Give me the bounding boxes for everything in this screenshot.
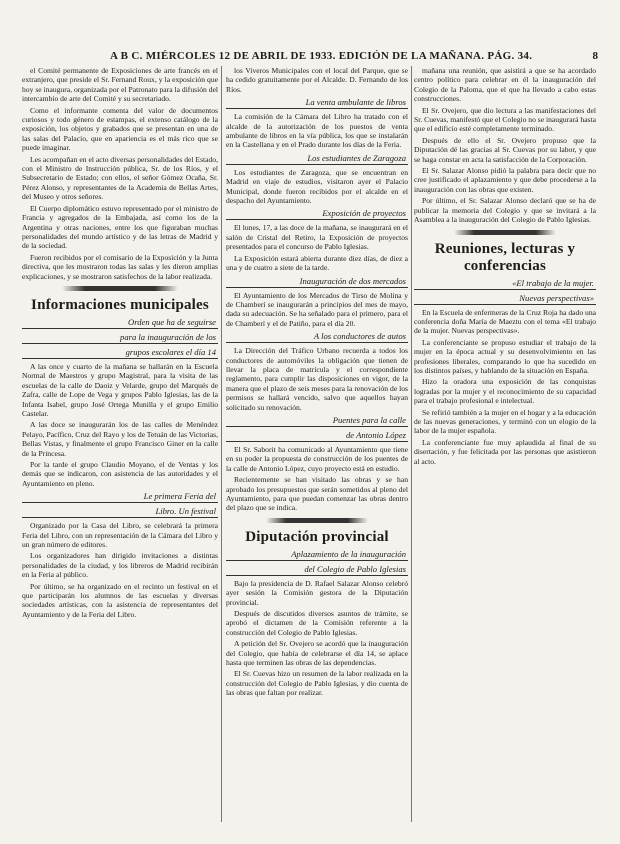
subheading: para la inauguración de los — [22, 332, 218, 344]
paragraph: A petición del Sr. Ovejero se acordó que la inauguración del Colegio, que había de celebrarse el día 14, se aplace hasta que terminen las obras de las dependencias. — [226, 639, 408, 668]
paragraph: El Sr. Ovejero, que dio lectura a las manifestaciones del Sr. Cuevas, manifestó que el Colegio no se inaugurará hasta que el edificio esté completamente terminado. — [414, 105, 596, 134]
paragraph: Recientemente se han visitado las obras y se han aprobado los presupuestos que serán sometidos al pleno del Ayuntamiento, para que puedan comenzar las obras dentro del plazo que se indica. — [226, 475, 408, 513]
subheading: Inauguración de dos mercados — [226, 276, 408, 288]
article-intro — [22, 66, 218, 281]
page-header: A B C. MIÉRCOLES 12 DE ABRIL DE 1933. EDICIÓN DE LA MAÑANA. PÁG. 34. — [110, 50, 533, 62]
subheading: Los estudiantes de Zaragoza — [226, 153, 408, 165]
subheading: Libro. Un festival — [22, 506, 218, 518]
paragraph: El Sr. Cuevas hizo un resumen de la labor realizada en la construcción del Colegio de Pablo Iglesias, y dio cuenta de las obras que faltan por realizar. — [226, 669, 408, 698]
ornament-divider — [266, 518, 368, 523]
paragraph: Organizado por la Casa del Libro, se celebrará la primera Feria del Libro, con un representación de la Cámara del Libro y un gran número de editores. — [22, 521, 218, 550]
paragraph: Hizo la oradora una exposición de las conquistas logradas por la mujer y el reconocimiento de su capacidad para el trabajo profesional e intelectual. — [414, 377, 596, 406]
subheading: del Colegio de Pablo Iglesias — [226, 564, 408, 576]
paragraph: La Dirección del Tráfico Urbano recuerda a todos los conductores de automóviles la obligación que tienen de llevar la placa de matrícula y el correspondiente reglamento, para cumplir las disposiciones en vigor, de la manera que el plazo de seis meses para la renovación de los permisos se hallará vencido, salvo que aquellos hayan solicitado su renovación. — [226, 346, 408, 412]
paragraph: Después de discutidos diversos asuntos de trámite, se aprobó el dictamen de la Comisión referente a la construcción del Colegio de Pablo Iglesias. — [226, 609, 408, 637]
paragraph: La Exposición estará abierta durante diez días, de diez a una y de cuatro a siete de la tarde. — [226, 253, 408, 273]
column-middle — [226, 66, 408, 822]
paragraph: La comisión de la Cámara del Libro ha tratado con el alcalde de la autorización de los puestos de venta ambulante de libros en la vía pública, los que se instalarán en la Castellana y en el Prado durante los días de la Feria. — [226, 112, 408, 150]
paragraph: Les acompañan en el acto diversas personalidades del Estado, con el Ministro de Instrucción pública, Sr. de los Ríos, y el Subsecretario de Estado; con ellos, el señor Gómez Ocaña, Sr. Pérez Alonso, y representantes de la Academia de Bellas Artes, del Museo y otros señores. — [22, 154, 218, 202]
paragraph: En la Escuela de enfermeras de la Cruz Roja ha dado una conferencia doña María de Maeztu con el tema «El trabajo de la mujer. Nuevas perspectivas». — [414, 307, 596, 336]
paragraph: A las doce se inaugurarán los de las calles de Menéndez Pelayo, Pacífico, Cruz del Rayo y los de Tetuán de las Victorias, Bellas Vistas, y finalmente el grupo Francisco Giner en la calle de la Princesa. — [22, 420, 218, 458]
column-left — [22, 66, 218, 822]
paragraph: Los organizadores han dirigido invitaciones a distintas personalidades de la ciudad, y los libreros de Madrid recibirán en la Feria al público. — [22, 551, 218, 580]
section-title-reuniones: Reuniones, lecturas y conferencias — [434, 240, 576, 274]
paragraph: mañana una reunión, que asistirá a que se ha acordado centro político para celebrar en él la inauguración del Colegio de la Paloma, que el que ha llevado a cabo estas construcciones. — [414, 66, 596, 104]
subheading: Nuevas perspectivas» — [414, 293, 596, 305]
paragraph: Por la tarde el grupo Claudio Moyano, el de Ventas y los demás que se indicaron, con asistencia de las autoridades y el Ayuntamiento en pleno. — [22, 460, 218, 488]
column-divider — [221, 66, 222, 822]
subheading: grupos escolares el día 14 — [22, 347, 218, 359]
paragraph: La conferenciante fue muy aplaudida al final de su disertación, y fue felicitada por las personas que asistieron al acto. — [414, 437, 596, 466]
subheading: Aplazamiento de la inauguración — [226, 549, 408, 561]
page-mark: 8 — [592, 50, 598, 62]
subheading: Le primera Feria del — [22, 491, 218, 503]
paragraph: los Viveros Municipales con el local del Parque, que se ha cedido gratuitamente por el Alcalde. D. Fernando de los Ríos. — [226, 66, 408, 94]
ornament-divider — [454, 230, 556, 235]
paragraph: Por último, se ha organizado en el recinto un festival en el que participarán los alumnos de las escuelas y diversas sociedades artísticas, con la asistencia de representantes del Ayuntamiento y de la Feria del Libro. — [22, 581, 218, 619]
subheading: de Antonio López — [226, 430, 408, 442]
ornament-divider — [62, 286, 178, 291]
column-divider — [411, 66, 412, 822]
paragraph: el Comité permanente de Exposiciones de arte francés en el extranjero, que preside el Sr. Fernand Roux, y la exposición que hoy se inaugura, organizada por el Patronato para la difusión del intercambio de arte del Comité y su secretariado. — [22, 66, 218, 104]
paragraph: Como el informante comenta del valor de documentos curiosos y todo género de estampas, el extenso catálogo de la exposición, los objetos y grabados que se presentan en una de las salas del Palacio, que en apariencia es el más rico que se puede imaginar. — [22, 105, 218, 153]
subheading: A los conductores de autos — [226, 331, 408, 343]
paragraph: El Sr. Salazar Alonso pidió la palabra para decir que no cree justificado el aplazamiento y que debe procederse a la inauguración con las obras que existen. — [414, 166, 596, 194]
paragraph: Después de ello el Sr. Ovejero propuso que la Diputación dé las gracias al Sr. Cuevas por su labor, y que se haga constar en acta la satisfacción de la Corporación. — [414, 135, 596, 164]
subheading: Exposición de proyectos — [226, 208, 408, 220]
paragraph: El Cuerpo diplomático estuvo representado por el ministro de Francia y agregados de la Embajada, así como los de la Argentina y otras naciones, entre los que figuraban muchas personalidades del mundo artístico y de las letras de Madrid y de la sociedad. — [22, 203, 218, 251]
paragraph: El Sr. Saborit ha comunicado al Ayuntamiento que tiene en su poder la propuesta de construcción de los puentes de la calle de Antonio López, cuyo proyecto está en estudio. — [226, 444, 408, 473]
paragraph: El Ayuntamiento de los Mercados de Tirso de Molina y de Chamberí se inaugurarán a principios del mes de mayo, dada su adecuación. Se ha señalado para el primero, para el de Chamberí y el de Patiño, para el día 20. — [226, 290, 408, 328]
column-right — [414, 66, 596, 822]
section-title-municipal: Informaciones municipales — [31, 296, 209, 313]
subheading: La venta ambulante de libros — [226, 97, 408, 109]
paragraph: Bajo la presidencia de D. Rafael Salazar Alonso celebró ayer sesión la Comisión gestora de la Diputación provincial. — [226, 578, 408, 607]
paragraph: Se refirió también a la mujer en el hogar y a la educación de las nuevas generaciones, y terminó con un elogio de la labor de la mujer española. — [414, 407, 596, 436]
subheading: Orden que ha de seguirse — [22, 317, 218, 329]
paragraph: Los estudiantes de Zaragoza, que se encuentran en Madrid en viaje de estudios, visitaron ayer el Palacio Municipal, donde fueron recibidos por el alcalde en el despacho del Ayuntamiento. — [226, 167, 408, 206]
paragraph: A las once y cuarto de la mañana se hallarán en la Escuela Normal de Maestros y grupo Magistral, para la visita de las escuelas de la calle de Daoiz y Velarde, grupo del Marqués de Zafra, calle de Lope de Vega y grupos Pablo Iglesias, las de la Infanta Isabel, grupo José Ortega Munilla y el grupo Emilio Castelar. — [22, 361, 218, 418]
subheading: Puentes para la calle — [226, 415, 408, 427]
paragraph: El lunes, 17, a las doce de la mañana, se inaugurará en el salón de Cristal del Retiro, la Exposición de proyectos presentados para el concurso de Pablo Iglesias. — [226, 223, 408, 252]
paragraph: Fueron recibidos por el comisario de la Exposición y la Junta directiva, que les mostraron todas las salas y les dieron amplias explicaciones, y se mostraron satisfechos de la labor realizada. — [22, 252, 218, 281]
paragraph: La conferenciante se propuso estudiar el trabajo de la mujer en la época actual y su desenvolvimiento en las profesiones liberales, comparando lo que ha sucedido en los distintos países, y hablando de la situación en España. — [414, 337, 596, 375]
section-title-diputacion: Diputación provincial — [245, 528, 389, 545]
paragraph: Por último, el Sr. Salazar Alonso declaró que se ha de publicar la memoria del Colegio y que se invitará a la Asamblea a la inauguración del Colegio de Pablo Iglesias. — [414, 196, 596, 225]
subheading: «El trabajo de la mujer. — [414, 278, 596, 290]
